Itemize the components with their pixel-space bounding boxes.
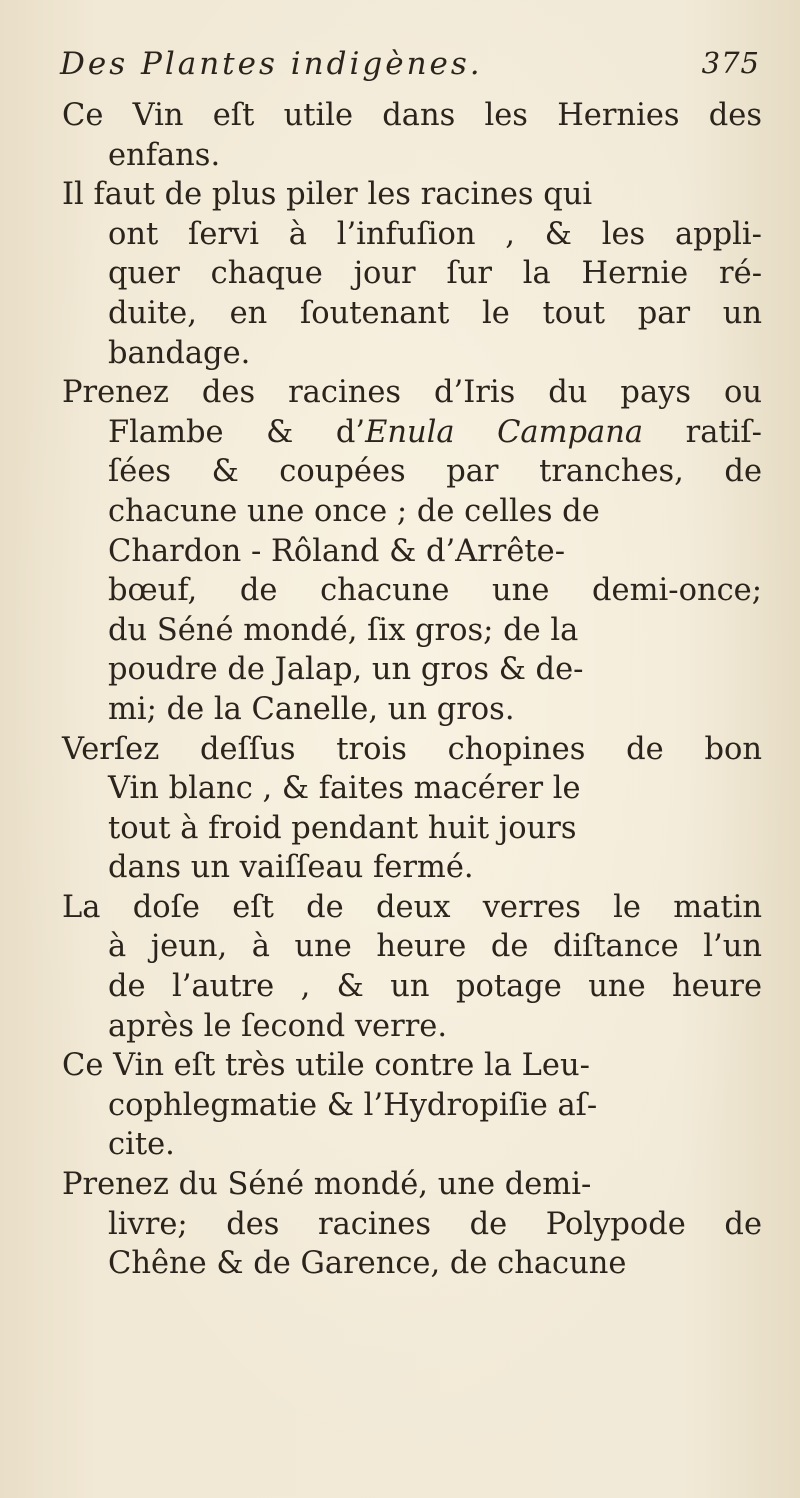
- text-line: poudre de Jalap, un gros & de-: [108, 652, 584, 688]
- text-line: bandage.: [108, 335, 251, 371]
- text-line: quer chaque jour ſur la Hernie ré-: [108, 256, 762, 292]
- text-line: ſées & coupées par tranches, de: [108, 454, 762, 490]
- text-line: chacune une once ; de celles de: [108, 493, 600, 529]
- text-line: cite.: [108, 1127, 175, 1163]
- text-line: Il faut de plus piler les racines qui: [62, 177, 593, 213]
- page-header: [60, 46, 760, 90]
- text-line: duite, en ſoutenant le tout par un: [108, 295, 762, 331]
- text-line: tout à froid pendant huit jours: [108, 810, 577, 846]
- text-segment: Flambe & d’: [108, 414, 366, 450]
- text-line: Vin blanc , & faites macérer le: [108, 771, 581, 807]
- text-line: du Séné mondé, ſix gros; de la: [108, 612, 579, 648]
- text-line: après le ſecond verre.: [108, 1008, 448, 1044]
- text-line: Chardon - Rôland & d’Arrête-: [108, 533, 566, 569]
- text-line: Verſez deſſus trois chopines de bon: [62, 731, 762, 767]
- text-line: dans un vaiſſeau fermé.: [108, 850, 474, 886]
- running-head: Des Plantes indigènes.: [60, 46, 483, 82]
- body-text: [62, 96, 762, 1284]
- text-line: bœuf, de chacune une demi-once;: [108, 573, 762, 609]
- text-segment: ratiſ-: [643, 414, 762, 450]
- text-line: cophlegmatie & l’Hydropiſie aſ-: [108, 1087, 598, 1123]
- text-line: Prenez du Séné mondé, une demi-: [62, 1167, 592, 1203]
- italic-term: Enula Campana: [365, 414, 644, 450]
- text-line: mi; de la Canelle, un gros.: [108, 691, 515, 727]
- text-line: Chêne & de Garence, de chacune: [108, 1246, 627, 1282]
- text-line: Prenez des racines d’Iris du pays ou: [62, 375, 762, 411]
- text-line: enfans.: [108, 137, 221, 173]
- text-line: [62, 413, 762, 453]
- text-line: livre; des racines de Polypode de: [108, 1206, 762, 1242]
- text-line: de l’autre , & un potage une heure: [108, 969, 762, 1005]
- text-line: à jeun, à une heure de diſtance l’un: [108, 929, 762, 965]
- text-line: La doſe eſt de deux verres le matin: [62, 889, 762, 925]
- text-line: Ce Vin eſt utile dans les Hernies des: [62, 98, 762, 133]
- text-line: Ce Vin eſt très utile contre la Leu-: [62, 1048, 590, 1084]
- page-number: 375: [701, 46, 760, 80]
- text-line: ont ſervi à l’infuſion , & les appli-: [108, 216, 762, 252]
